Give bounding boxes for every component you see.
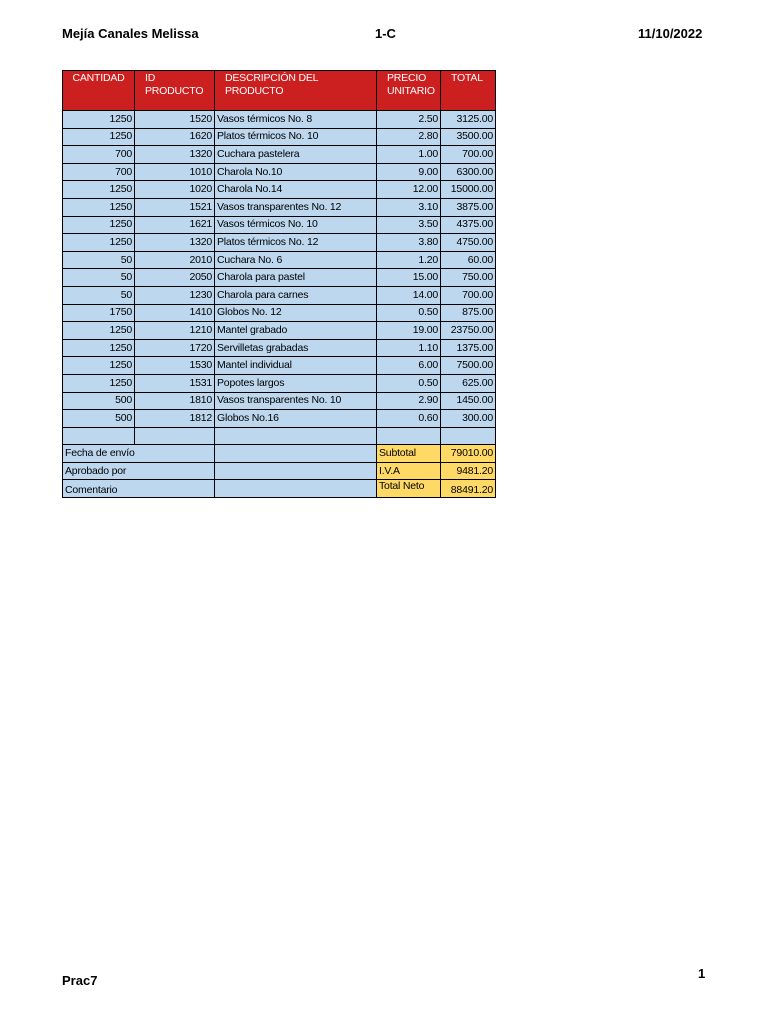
cell-precio-unitario: 1.10 bbox=[377, 339, 441, 357]
summary-row-fecha bbox=[63, 445, 496, 463]
cell-descripcion: Charola para carnes bbox=[215, 286, 377, 304]
cell-total: 3125.00 bbox=[441, 111, 496, 129]
total-neto-value: 88491.20 bbox=[441, 480, 496, 498]
group-label: 1-C bbox=[375, 26, 396, 41]
cell-cantidad: 50 bbox=[63, 269, 135, 287]
table-row bbox=[63, 392, 496, 410]
cell-descripcion: Cuchara pastelera bbox=[215, 146, 377, 164]
blank-cell bbox=[135, 427, 215, 445]
cell-cantidad: 1250 bbox=[63, 234, 135, 252]
table-row bbox=[63, 374, 496, 392]
cell-descripcion: Platos térmicos No. 12 bbox=[215, 234, 377, 252]
cell-precio-unitario: 19.00 bbox=[377, 322, 441, 340]
summary-row-comentario bbox=[63, 480, 496, 498]
cell-descripcion: Mantel individual bbox=[215, 357, 377, 375]
aprobado-por-value bbox=[215, 462, 377, 480]
table-row bbox=[63, 234, 496, 252]
cell-precio-unitario: 14.00 bbox=[377, 286, 441, 304]
cell-descripcion: Vasos térmicos No. 8 bbox=[215, 111, 377, 129]
col-header-precio-unitario: PRECIO UNITARIO bbox=[377, 71, 441, 111]
cell-precio-unitario: 0.60 bbox=[377, 410, 441, 428]
table-row bbox=[63, 198, 496, 216]
col-header-total: TOTAL bbox=[441, 71, 496, 111]
table-row bbox=[63, 251, 496, 269]
col-header-id-producto: ID PRODUCTO bbox=[135, 71, 215, 111]
subtotal-label: Subtotal bbox=[377, 445, 441, 463]
table-summary bbox=[63, 427, 496, 497]
cell-total: 23750.00 bbox=[441, 322, 496, 340]
cell-cantidad: 700 bbox=[63, 163, 135, 181]
cell-total: 700.00 bbox=[441, 146, 496, 164]
cell-total: 1375.00 bbox=[441, 339, 496, 357]
cell-descripcion: Globos No. 12 bbox=[215, 304, 377, 322]
cell-cantidad: 700 bbox=[63, 146, 135, 164]
cell-precio-unitario: 3.10 bbox=[377, 198, 441, 216]
cell-id-producto: 1620 bbox=[135, 128, 215, 146]
author-name: Mejía Canales Melissa bbox=[62, 26, 199, 41]
iva-value: 9481.20 bbox=[441, 462, 496, 480]
sheet-name: Prac7 bbox=[62, 973, 98, 988]
fecha-envio-label: Fecha de envío bbox=[63, 445, 215, 463]
cell-descripcion: Vasos térmicos No. 10 bbox=[215, 216, 377, 234]
cell-id-producto: 1531 bbox=[135, 374, 215, 392]
cell-precio-unitario: 0.50 bbox=[377, 374, 441, 392]
cell-total: 15000.00 bbox=[441, 181, 496, 199]
comentario-value bbox=[215, 480, 377, 498]
cell-descripcion: Platos térmicos No. 10 bbox=[215, 128, 377, 146]
cell-cantidad: 50 bbox=[63, 251, 135, 269]
cell-cantidad: 1250 bbox=[63, 111, 135, 129]
cell-precio-unitario: 2.90 bbox=[377, 392, 441, 410]
cell-precio-unitario: 15.00 bbox=[377, 269, 441, 287]
cell-total: 6300.00 bbox=[441, 163, 496, 181]
cell-id-producto: 2050 bbox=[135, 269, 215, 287]
cell-total: 7500.00 bbox=[441, 357, 496, 375]
cell-precio-unitario: 2.80 bbox=[377, 128, 441, 146]
cell-id-producto: 1520 bbox=[135, 111, 215, 129]
cell-precio-unitario: 6.00 bbox=[377, 357, 441, 375]
summary-row-aprobado bbox=[63, 462, 496, 480]
cell-id-producto: 2010 bbox=[135, 251, 215, 269]
table-row bbox=[63, 339, 496, 357]
cell-cantidad: 1250 bbox=[63, 357, 135, 375]
cell-total: 625.00 bbox=[441, 374, 496, 392]
cell-id-producto: 1530 bbox=[135, 357, 215, 375]
cell-descripcion: Popotes largos bbox=[215, 374, 377, 392]
cell-cantidad: 1250 bbox=[63, 339, 135, 357]
date-label: 11/10/2022 bbox=[638, 26, 703, 41]
cell-precio-unitario: 1.20 bbox=[377, 251, 441, 269]
cell-total: 3875.00 bbox=[441, 198, 496, 216]
fecha-envio-value bbox=[215, 445, 377, 463]
cell-total: 60.00 bbox=[441, 251, 496, 269]
cell-cantidad: 500 bbox=[63, 392, 135, 410]
table-row bbox=[63, 216, 496, 234]
iva-label: I.V.A bbox=[377, 462, 441, 480]
cell-cantidad: 1250 bbox=[63, 374, 135, 392]
cell-total: 750.00 bbox=[441, 269, 496, 287]
cell-total: 4375.00 bbox=[441, 216, 496, 234]
cell-id-producto: 1720 bbox=[135, 339, 215, 357]
cell-id-producto: 1621 bbox=[135, 216, 215, 234]
page-number: 1 bbox=[698, 966, 706, 981]
cell-precio-unitario: 3.80 bbox=[377, 234, 441, 252]
cell-id-producto: 1020 bbox=[135, 181, 215, 199]
cell-cantidad: 50 bbox=[63, 286, 135, 304]
blank-cell bbox=[215, 427, 377, 445]
cell-descripcion: Cuchara No. 6 bbox=[215, 251, 377, 269]
comentario-label: Comentario bbox=[63, 480, 215, 498]
cell-cantidad: 1250 bbox=[63, 322, 135, 340]
cell-cantidad: 1250 bbox=[63, 216, 135, 234]
blank-cell bbox=[441, 427, 496, 445]
cell-descripcion: Globos No.16 bbox=[215, 410, 377, 428]
table-row bbox=[63, 146, 496, 164]
cell-id-producto: 1410 bbox=[135, 304, 215, 322]
cell-id-producto: 1320 bbox=[135, 146, 215, 164]
aprobado-por-label: Aprobado por bbox=[63, 462, 215, 480]
cell-cantidad: 1250 bbox=[63, 128, 135, 146]
cell-cantidad: 1250 bbox=[63, 181, 135, 199]
cell-cantidad: 1750 bbox=[63, 304, 135, 322]
cell-total: 1450.00 bbox=[441, 392, 496, 410]
cell-precio-unitario: 12.00 bbox=[377, 181, 441, 199]
cell-precio-unitario: 1.00 bbox=[377, 146, 441, 164]
cell-descripcion: Vasos transparentes No. 10 bbox=[215, 392, 377, 410]
cell-precio-unitario: 3.50 bbox=[377, 216, 441, 234]
cell-id-producto: 1521 bbox=[135, 198, 215, 216]
table-row bbox=[63, 163, 496, 181]
cell-id-producto: 1812 bbox=[135, 410, 215, 428]
blank-row bbox=[63, 427, 496, 445]
col-header-descripcion: DESCRIPCIÓN DEL PRODUCTO bbox=[215, 71, 377, 111]
products-table bbox=[62, 70, 496, 498]
cell-descripcion: Vasos transparentes No. 12 bbox=[215, 198, 377, 216]
cell-descripcion: Charola para pastel bbox=[215, 269, 377, 287]
cell-precio-unitario: 0.50 bbox=[377, 304, 441, 322]
cell-id-producto: 1230 bbox=[135, 286, 215, 304]
subtotal-value: 79010.00 bbox=[441, 445, 496, 463]
table-row bbox=[63, 128, 496, 146]
table-row bbox=[63, 286, 496, 304]
cell-total: 700.00 bbox=[441, 286, 496, 304]
cell-cantidad: 500 bbox=[63, 410, 135, 428]
cell-total: 300.00 bbox=[441, 410, 496, 428]
col-header-cantidad: CANTIDAD bbox=[63, 71, 135, 111]
table-row bbox=[63, 322, 496, 340]
table-row bbox=[63, 181, 496, 199]
table-row bbox=[63, 304, 496, 322]
cell-descripcion: Charola No.14 bbox=[215, 181, 377, 199]
total-neto-label: Total Neto bbox=[377, 480, 441, 498]
cell-descripcion: Servilletas grabadas bbox=[215, 339, 377, 357]
cell-id-producto: 1210 bbox=[135, 322, 215, 340]
cell-id-producto: 1320 bbox=[135, 234, 215, 252]
cell-total: 4750.00 bbox=[441, 234, 496, 252]
table-row bbox=[63, 357, 496, 375]
cell-total: 3500.00 bbox=[441, 128, 496, 146]
cell-precio-unitario: 9.00 bbox=[377, 163, 441, 181]
cell-cantidad: 1250 bbox=[63, 198, 135, 216]
blank-cell bbox=[63, 427, 135, 445]
cell-total: 875.00 bbox=[441, 304, 496, 322]
cell-descripcion: Mantel grabado bbox=[215, 322, 377, 340]
table-row bbox=[63, 111, 496, 129]
cell-descripcion: Charola No.10 bbox=[215, 163, 377, 181]
blank-cell bbox=[377, 427, 441, 445]
cell-precio-unitario: 2.50 bbox=[377, 111, 441, 129]
table-row bbox=[63, 410, 496, 428]
table-body bbox=[63, 111, 496, 428]
table-row bbox=[63, 269, 496, 287]
table-header-row bbox=[63, 71, 496, 111]
cell-id-producto: 1810 bbox=[135, 392, 215, 410]
cell-id-producto: 1010 bbox=[135, 163, 215, 181]
